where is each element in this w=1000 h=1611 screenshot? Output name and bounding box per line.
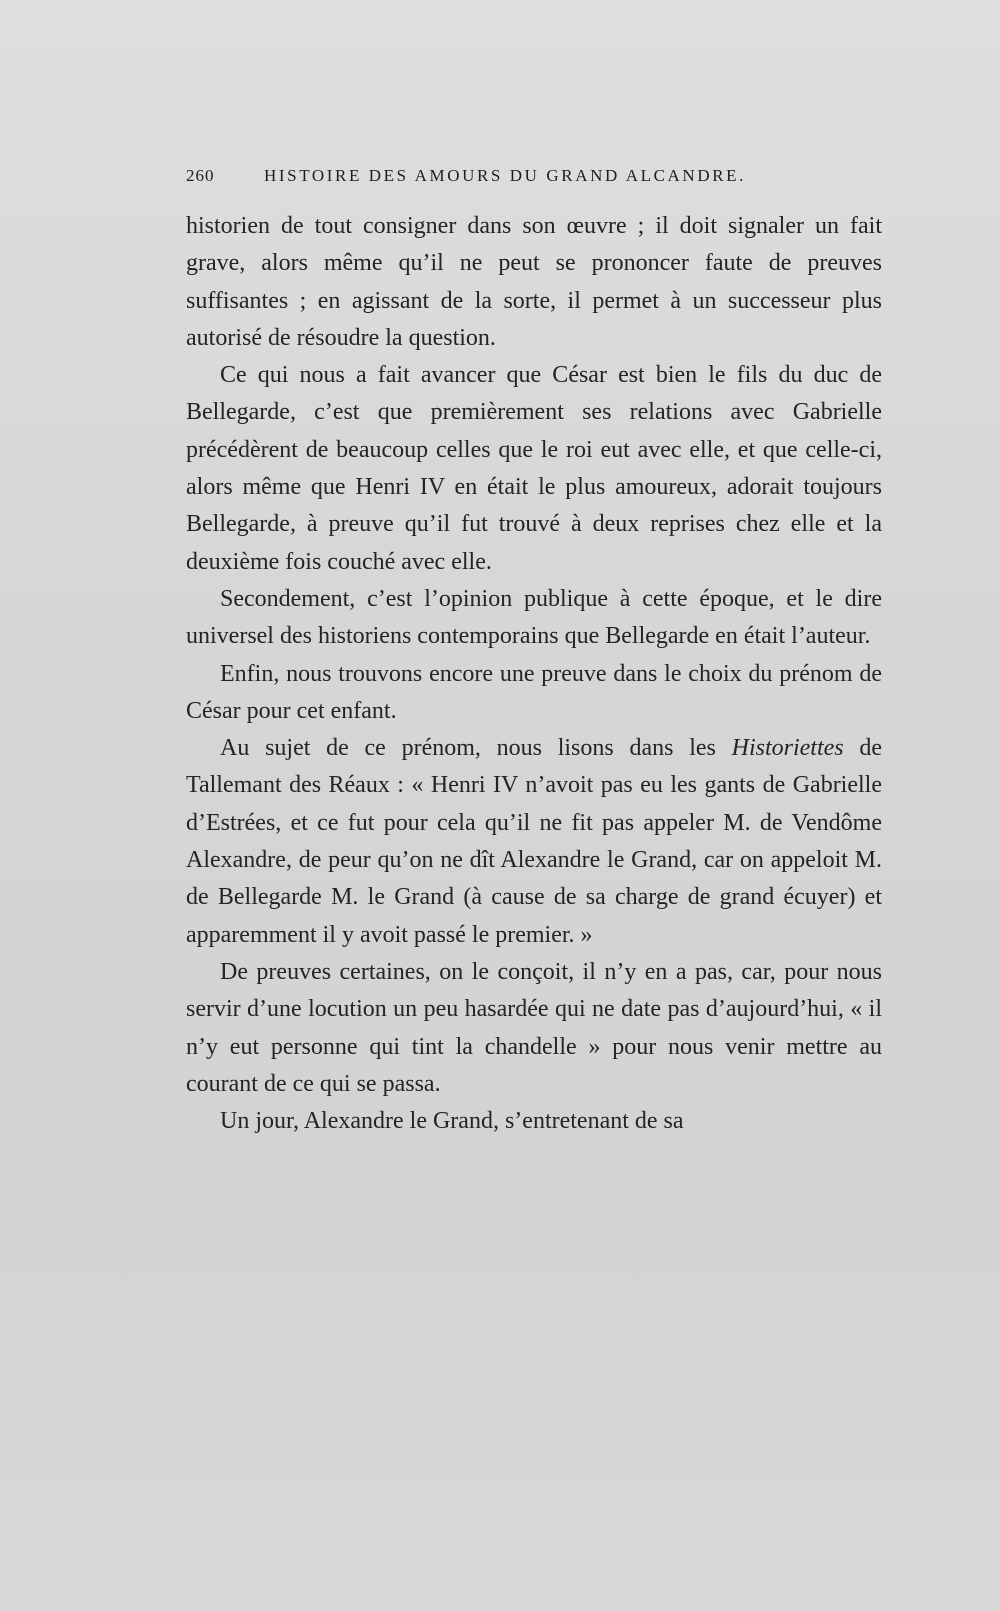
- paragraph-continuation: historien de tout consigner dans son œuvre ; il doit signaler un fait grave, alors même qu’il ne peut se prononcer faute de preuves suffisantes ; en agissant de la sorte, il permet à un successeur plus autorisé de résoudre la question.: [186, 213, 882, 351]
- body-text: [186, 208, 882, 1140]
- paragraph: Secondement, c’est l’opinion publique à cette époque, et le dire universel des historiens contemporains que Bellegarde en était l’auteur.: [186, 585, 882, 650]
- page-number: 260: [186, 166, 215, 185]
- paragraph-final-line: Un jour, Alexandre le Grand, s’entretenant de sa: [220, 1108, 684, 1135]
- paragraph: Ce qui nous a fait avancer que César est bien le fils du duc de Bellegarde, c’est que premièrement ses relations avec Gabrielle précédèrent de beaucoup celles que le roi eut avec elle, et que celle-ci, alors même que Henri IV en était le plus amoureux, adorait toujours Bellegarde, à preuve qu’il fut trouvé à deux reprises chez elle et la deuxième fois couché avec elle.: [186, 362, 882, 575]
- quotation-text: de Tallemant des Réaux : « Henri IV n’avoit pas eu les gants de Gabrielle d’Estrées, et ce fut pour cela qu’il ne fit pas appeler M. de Vendôme Alexandre, de peur qu’on ne dît Alexandre le Grand, car on appeloit M. de Bellegarde M. le Grand (à cause de sa charge de grand écuyer) et apparemment il y avoit passé le premier. »: [186, 735, 883, 948]
- book-title-italic: Historiettes: [731, 735, 844, 762]
- paragraph: De preuves certaines, on le conçoit, il n’y en a pas, car, pour nous servir d’une locution un peu hasardée qui ne date pas d’aujourd’hui, « il n’y eut personne qui tint la chandelle » pour nous venir mettre au courant de ce qui se passa.: [186, 958, 882, 1097]
- running-title: HISTOIRE DES AMOURS DU GRAND ALCANDRE.: [264, 166, 746, 185]
- page-header: [186, 166, 882, 194]
- paragraph: Enfin, nous trouvons encore une preuve dans le choix du prénom de César pour cet enfant.: [186, 660, 882, 724]
- paragraph-with-citation: [186, 730, 882, 954]
- paragraph-text: Au sujet de ce prénom, nous lisons dans les: [220, 735, 732, 762]
